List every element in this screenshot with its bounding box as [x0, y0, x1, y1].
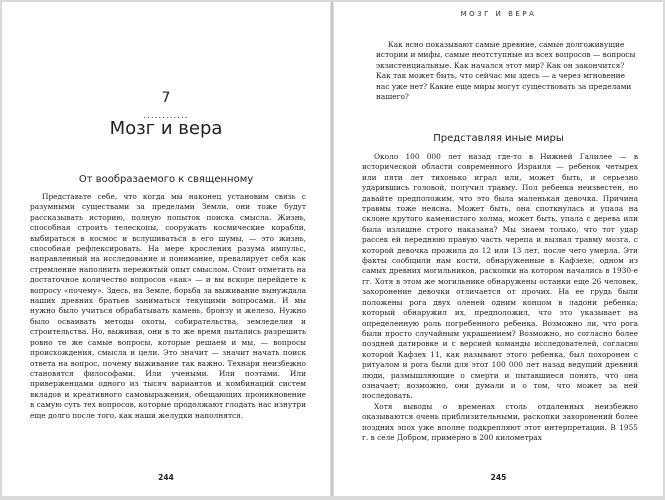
- page-number: 245: [490, 473, 507, 482]
- left-page: [2, 2, 330, 496]
- body-text: [30, 192, 306, 421]
- page-number: 244: [158, 473, 174, 482]
- right-page: [334, 2, 663, 496]
- body-text: [362, 152, 638, 443]
- paragraph: Как ясно показывают самые древние, самые долгоживущие истории и мифы, самые неотступные из всех вопросов — вопросы экзистенциальные. Как начался этот мир? Как он закончится? Как так может быть, что сейчас мы здесь — а через мгновение нас уже нет? Какие еще миры могут существовать за пределами нашего?: [376, 40, 636, 102]
- running-head: МОЗГ И ВЕРА: [460, 10, 537, 18]
- paragraph: Хотя выводы о временах столь отдаленных неизбежно оказываются очень приблизительными, раскопки захоронений более поздних эпох уже вполне подкрепляют этот интерпретации. В 1955 г. в селе Добром, примерно в 200 километрах: [362, 401, 638, 442]
- chapter-number: 7: [161, 90, 171, 106]
- chapter-title: Мозг и вера: [109, 118, 223, 139]
- paragraph: Около 100 000 лет назад где-то в Нижней Галилее — в исторической области современного Израиля — ребенок четырех или пяти лет тихонько играл или, может быть, и серьезно ударившись головой, получил травму. Пол ребенка неизвестен, но давайте предположим, что это была маленькая девочка. Причина травмы тоже неясна. Может быть, она споткнулась и упала на склоне крутого каменистого холма, может быть, упала с дерева или была излишне строго наказана? Мы знаем только, что тот удар рассек ей переднюю правую часть черепа и вызвал травму мозга, с которой девочка прожила до 12 или 13 лет, после чего умерла. Эти факты сообщили нам кости, обнаруженные в Кафзехе, одном из самых древних могильников, раскопки на котором начались в 1930-е гг. Хотя в этом же могильнике обнаружены останки еще 26 человек, захоронение девочки отличается от прочих. На ее грудь были положены рога двух оленей одним концом в ладони ребенка; который обнаружил их, предположил, что это указывает на определенную роль погребенного ребенка. Возможно ли, что рога были просто случайным украшением? Возможно, но согласно более поздней датировке и с версией команды исследователей, согласно которой Кафзех 11, как называют этого ребенка, был похоронен с ритуалом и рога были для этот 100 000 лет назад ведущий древний люди, размышляющие о смерти и пытавшиеся понять, что она означает; возможно, они думали и о том, что может за ней последовать.: [362, 152, 638, 401]
- section-heading: От вообразаемого к священному: [78, 174, 254, 185]
- intro-text: [376, 40, 636, 102]
- chapter-dots: ............: [143, 111, 189, 120]
- section-heading: Представляя иные миры: [433, 133, 564, 144]
- paragraph: Представьте себе, что когда мы наконец установим связь с разумными существами за пределами Земли, они тоже будут рассказывать историю, полную попыток поиска смысла. Жизнь, способная строить телескопы, сооружать космические корабли, выбираться в космос и вслушиваться в его шумы, — это жизнь, способная рефлексировать. На мере кросления разума импульс, направленный на исследование и понимание, превалирует себя как стремление наполнить пережитый опыт смыслом. Стоит отметить на достаточное количество вопросов «как» — и вы вскоре перейдете к вопросу «почему». Здесь, на Земле, борьба за выживание вынуждала наших древних братьев заниматься текущими вопросами. И мы нужно было учиться обрабатывать камень, бронзу и железо. Нужно было осваивать методы охоты, собирательства, земледелия и строительства. Но, выживая, они в то же время пытались разрешить ровно те же самые вопросы, которые решаем и мы, — вопросы происхождения, смысла и цели. Это значит — значит начать поиск ответа на вопрос, почему выживание так важно. Технари неизбежно становятся философами. Или учеными. Или поэтами. Или приверженцами одного из тысяч вариантов и комбинаций систем вкладов и креативного самовыражения, обещающих проникновение в самую суть тех вопросов, которые продолжают глодать нас изнутри еще долго после того, как наши желудки наполнятся.: [30, 192, 306, 420]
